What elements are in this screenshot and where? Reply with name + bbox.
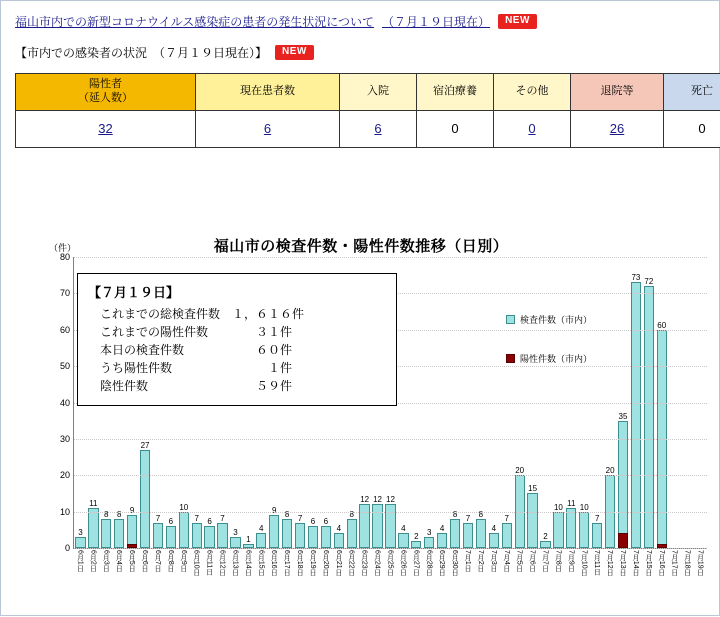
chart-x-tick-label: 6月28日 [423, 550, 433, 576]
chart-x-tick-label: 6月25日 [385, 550, 395, 576]
chart-x-tick-label: 7月5日 [514, 550, 524, 572]
chart-bar-value-label: 4 [259, 524, 263, 533]
chart-bar-tests [411, 541, 421, 548]
legend-label-positive: 陽性件数（市内） [520, 352, 592, 365]
chart-x-tick-label: 7月14日 [630, 550, 640, 576]
chart-bar-value-label: 60 [657, 321, 666, 330]
chart-y-tick-label: 30 [60, 434, 74, 444]
chart-bar-tests [592, 523, 602, 548]
th-positive-line2: （延人数） [18, 92, 193, 106]
chart-x-tick-label: 6月22日 [346, 550, 356, 576]
chart-x-tick-label: 6月15日 [255, 550, 265, 576]
chart-bar-value-label: 8 [479, 510, 483, 519]
legend-swatch-tests-icon [506, 315, 515, 324]
chart-x-tick-label: 6月6日 [139, 550, 149, 572]
th-other: その他 [494, 74, 571, 111]
chart-bar-value-label: 7 [298, 514, 302, 523]
chart-bar-value-label: 12 [373, 495, 382, 504]
chart-legend [506, 313, 592, 391]
title-date: （７月１９日現在） [382, 13, 490, 30]
page-header [1, 1, 719, 61]
value-current[interactable]: 6 [264, 121, 271, 136]
chart-x-tick-label: 6月19日 [307, 550, 317, 576]
summary-table-wrap [1, 73, 719, 148]
chart-x-tick-label: 6月13日 [229, 550, 239, 576]
chart-x-tick-label: 6月27日 [410, 550, 420, 576]
summary-table [15, 73, 720, 148]
chart-bar-tests [553, 512, 563, 548]
chart-bar-tests [579, 512, 589, 548]
chart-bar-value-label: 3 [78, 528, 82, 537]
chart-gridline [74, 439, 707, 440]
annotation-line: これまでの陽性件数 ３１件 [88, 323, 386, 341]
chart-bar-value-label: 7 [220, 514, 224, 523]
chart-x-tick-label: 6月24日 [372, 550, 382, 576]
chart-x-tick-label: 7月19日 [695, 550, 705, 576]
chart-bar-value-label: 4 [401, 524, 405, 533]
chart-bar-value-label: 11 [567, 499, 575, 508]
chart-bar-tests [282, 519, 292, 548]
th-hospital: 入院 [340, 74, 417, 111]
chart-bar-value-label: 12 [386, 495, 395, 504]
td-hospital [340, 110, 417, 147]
chart-bar-value-label: 3 [427, 528, 431, 537]
legend-swatch-positive-icon [506, 354, 515, 363]
table-header-row [16, 74, 720, 111]
chart-bar-value-label: 7 [466, 514, 470, 523]
chart-bar-tests [230, 537, 240, 548]
chart-bar-value-label: 4 [337, 524, 341, 533]
chart-title: 福山市の検査件数・陽性件数推移（日別） [1, 235, 720, 256]
chart-x-tick-label: 7月2日 [475, 550, 485, 572]
chart-bar-value-label: 10 [554, 503, 563, 512]
chart-bar-value-label: 3 [233, 528, 237, 537]
value-positive[interactable]: 32 [98, 121, 112, 136]
chart-bar-value-label: 8 [285, 510, 289, 519]
chart-bar-value-label: 9 [272, 506, 276, 515]
th-death: 死亡 [664, 74, 720, 111]
td-hotel [417, 110, 494, 147]
value-discharge[interactable]: 26 [610, 121, 624, 136]
chart-bar-value-label: 9 [130, 506, 134, 515]
chart-bar-value-label: 11 [89, 499, 97, 508]
chart-bar-value-label: 73 [631, 273, 640, 282]
chart-bar-positive [618, 533, 628, 548]
chart-bar-tests [527, 493, 537, 548]
chart-bar-tests [75, 537, 85, 548]
chart-gridline [74, 475, 707, 476]
annotation-line: うち陽性件数 １件 [88, 359, 386, 377]
chart-bar-value-label: 7 [194, 514, 198, 523]
chart-x-tick-label: 6月9日 [178, 550, 188, 572]
chart-bar-value-label: 15 [528, 484, 537, 493]
td-discharge [571, 110, 664, 147]
chart-bar-tests [502, 523, 512, 548]
chart-x-tick-label: 7月3日 [488, 550, 498, 572]
chart-bar-tests [424, 537, 434, 548]
chart-x-tick-label: 6月3日 [100, 550, 110, 572]
chart-bar-tests [321, 526, 331, 548]
chart-bar-tests [166, 526, 176, 548]
chart-x-tick-label: 6月7日 [152, 550, 162, 572]
chart-bar-tests [88, 508, 98, 548]
chart-bar-tests [347, 519, 357, 548]
chart-x-tick-label: 6月16日 [268, 550, 278, 576]
td-death [664, 110, 720, 147]
chart-unit-label: （件） [49, 241, 76, 254]
chart-bar-value-label: 1 [246, 535, 250, 544]
chart-bar-tests [101, 519, 111, 548]
chart-container [1, 229, 720, 617]
chart-bar-value-label: 35 [619, 412, 628, 421]
chart-bar-value-label: 72 [644, 277, 653, 286]
chart-x-tick-label: 6月29日 [436, 550, 446, 576]
chart-bar-value-label: 8 [117, 510, 121, 519]
th-hotel: 宿泊療養 [417, 74, 494, 111]
chart-x-tick-label: 7月8日 [552, 550, 562, 572]
chart-x-tick-label: 6月1日 [74, 550, 84, 572]
chart-bar-value-label: 4 [440, 524, 444, 533]
chart-bar-tests [295, 523, 305, 548]
chart-bar-tests [437, 533, 447, 548]
chart-x-tick-label: 7月11日 [591, 550, 601, 575]
chart-bar-value-label: 10 [179, 503, 188, 512]
table-row [16, 110, 720, 147]
chart-bar-value-label: 8 [349, 510, 353, 519]
chart-x-tick-label: 7月10日 [578, 550, 588, 576]
chart-bar-tests [153, 523, 163, 548]
chart-bar-tests [192, 523, 202, 548]
chart-bar-value-label: 7 [156, 514, 160, 523]
chart-bar-tests [334, 533, 344, 548]
annotation-box [77, 273, 397, 406]
chart-bar-tests [140, 450, 150, 548]
chart-bar-tests [217, 523, 227, 548]
chart-bar-tests [463, 523, 473, 548]
chart-x-tick-label: 6月10日 [191, 550, 201, 576]
th-discharge: 退院等 [571, 74, 664, 111]
value-hotel: 0 [451, 121, 458, 136]
chart-x-tick-label: 6月21日 [333, 550, 343, 576]
chart-bar-tests [489, 533, 499, 548]
chart-bar-tests [631, 282, 641, 548]
chart-bar-value-label: 6 [311, 517, 315, 526]
page-title[interactable]: 福山市内での新型コロナウイルス感染症の患者の発生状況について [15, 13, 374, 30]
chart-x-tick-label: 6月17日 [281, 550, 291, 576]
chart-bar-tests [256, 533, 266, 548]
chart-x-tick-label: 6月20日 [320, 550, 330, 576]
chart-y-tick-label: 60 [60, 325, 74, 335]
chart-bar-value-label: 20 [606, 466, 615, 475]
legend-item-tests [506, 313, 592, 326]
annotation-line: これまでの総検査件数 １，６１６件 [88, 305, 386, 323]
chart-x-tick-label: 7月1日 [462, 550, 472, 572]
chart-bar-value-label: 2 [543, 532, 547, 541]
chart-x-tick-label: 6月2日 [87, 550, 97, 572]
chart-x-tick-label: 6月12日 [217, 550, 227, 576]
chart-x-tick-label: 6月18日 [294, 550, 304, 576]
section-subtitle: 【市内での感染者の状況 （７月１９日現在）】 [15, 44, 267, 61]
chart-bar-value-label: 20 [515, 466, 524, 475]
chart-x-tick-label: 7月15日 [643, 550, 653, 576]
chart-y-tick-label: 70 [60, 288, 74, 298]
td-current [196, 110, 340, 147]
chart-x-tick-label: 7月18日 [682, 550, 692, 576]
chart-x-tick-label: 7月16日 [656, 550, 666, 576]
chart-gridline [74, 548, 707, 549]
chart-bar-value-label: 12 [360, 495, 369, 504]
chart-y-tick-label: 80 [60, 252, 74, 262]
chart-y-tick-label: 10 [60, 507, 74, 517]
value-hospital[interactable]: 6 [374, 121, 381, 136]
chart-bar-tests [566, 508, 576, 548]
th-current: 現在患者数 [196, 74, 340, 111]
chart-x-tick-label: 6月11日 [204, 550, 214, 575]
value-death: 0 [698, 121, 705, 136]
chart-bar-value-label: 6 [324, 517, 328, 526]
chart-bar-tests [398, 533, 408, 548]
chart-x-tick-label: 7月12日 [604, 550, 614, 576]
annotation-title: 【７月１９日】 [88, 282, 386, 301]
chart-x-tick-label: 6月30日 [449, 550, 459, 576]
chart-y-tick-label: 40 [60, 398, 74, 408]
chart-bar-value-label: 6 [207, 517, 211, 526]
chart-bar-tests [179, 512, 189, 548]
chart-bar-value-label: 27 [141, 441, 150, 450]
chart-bar-tests [269, 515, 279, 548]
chart-x-tick-label: 6月4日 [113, 550, 123, 572]
chart-bar-value-label: 7 [505, 514, 509, 523]
chart-x-tick-label: 6月26日 [397, 550, 407, 576]
chart-bar-value-label: 8 [453, 510, 457, 519]
chart-x-tick-label: 6月14日 [242, 550, 252, 576]
new-badge: NEW [498, 14, 537, 29]
chart-x-tick-label: 7月9日 [565, 550, 575, 572]
annotation-line: 陰性件数 ５９件 [88, 377, 386, 395]
chart-bar-tests [540, 541, 550, 548]
new-badge-secondary: NEW [275, 45, 314, 60]
chart-x-tick-label: 7月6日 [527, 550, 537, 572]
chart-bar-value-label: 7 [595, 514, 599, 523]
title-row [15, 13, 705, 30]
chart-bar-tests [114, 519, 124, 548]
chart-gridline [74, 257, 707, 258]
chart-x-tick-label: 7月4日 [501, 550, 511, 572]
chart-bar-tests [476, 519, 486, 548]
chart-bar-tests [204, 526, 214, 548]
chart-x-tick-label: 7月7日 [540, 550, 550, 572]
chart-y-tick-label: 20 [60, 470, 74, 480]
chart-x-tick-label: 6月5日 [126, 550, 136, 572]
chart-y-tick-label: 50 [60, 361, 74, 371]
chart-bar-tests [127, 515, 137, 548]
chart-bar-value-label: 6 [169, 517, 173, 526]
chart-bar-tests [644, 286, 654, 548]
th-positive [16, 74, 196, 111]
th-positive-line1: 陽性者 [18, 78, 193, 92]
chart-bar-value-label: 2 [414, 532, 418, 541]
legend-label-tests: 検査件数（市内） [520, 313, 592, 326]
chart-x-tick-label: 7月13日 [617, 550, 627, 576]
td-positive [16, 110, 196, 147]
chart-gridline [74, 512, 707, 513]
annotation-line: 本日の検査件数 ６０件 [88, 341, 386, 359]
chart-bar-value-label: 4 [492, 524, 496, 533]
value-other[interactable]: 0 [528, 121, 535, 136]
chart-x-tick-label: 6月23日 [359, 550, 369, 576]
chart-x-tick-label: 7月17日 [669, 550, 679, 576]
chart-bar-tests [450, 519, 460, 548]
chart-y-tick-label: 0 [65, 543, 74, 553]
td-other [494, 110, 571, 147]
chart-x-axis-labels [73, 550, 707, 612]
chart-bar-tests [308, 526, 318, 548]
chart-x-tick-label: 6月8日 [165, 550, 175, 572]
chart-bar-value-label: 10 [580, 503, 589, 512]
chart-bar-value-label: 8 [104, 510, 108, 519]
subtitle-row [15, 44, 705, 61]
legend-item-positive [506, 352, 592, 365]
